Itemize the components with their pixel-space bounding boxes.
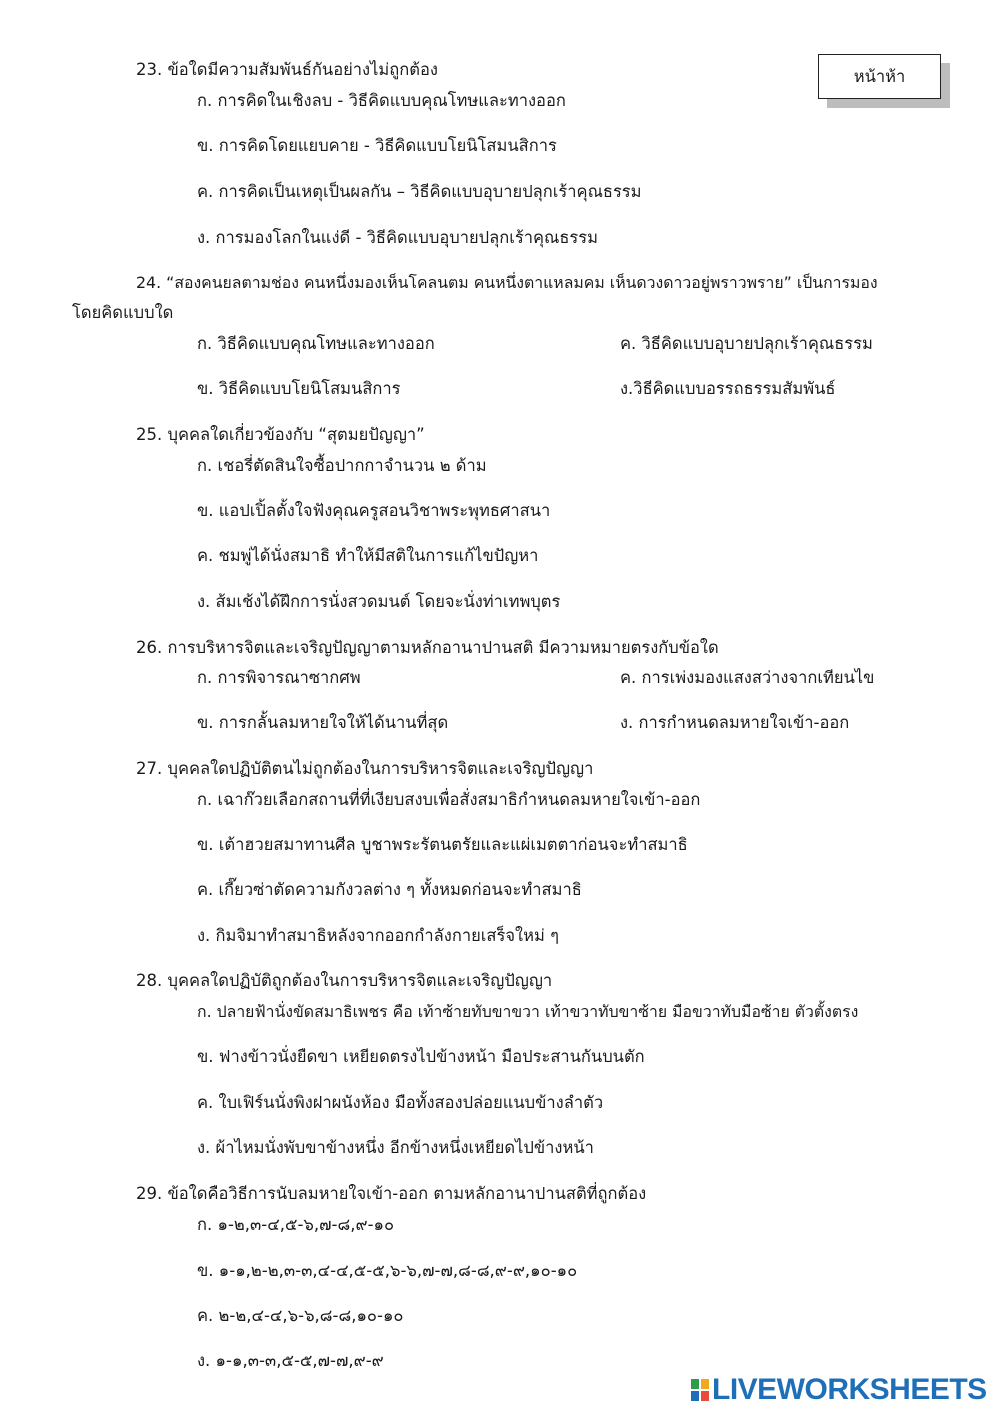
- logo-square-3: [691, 1391, 699, 1401]
- liveworksheets-logo: [691, 1373, 991, 1407]
- q26-option-a: ก. การพิจารณาซากศพ: [197, 668, 361, 687]
- q29-option-a: ก. ๑-๒,๓-๔,๕-๖,๗-๘,๙-๑๐: [197, 1215, 395, 1234]
- q27-option-d: ง. กิมจิมาทำสมาธิหลังจากออกกำลังกายเสร็จใหม่ ๆ: [197, 926, 559, 945]
- liveworksheets-logo-icon: [691, 1379, 709, 1401]
- question-27: 27. บุคคลใดปฏิบัติตนไม่ถูกต้องในการบริหารจิตและเจริญปัญญา: [136, 759, 594, 778]
- logo-square-1: [691, 1379, 699, 1389]
- q24-option-a: ก. วิธีคิดแบบคุณโทษและทางออก: [197, 334, 435, 353]
- question-26: 26. การบริหารจิตและเจริญปัญญาตามหลักอานาปานสติ มีความหมายตรงกับข้อใด: [136, 638, 719, 657]
- question-24: 24. “สองคนยลตามช่อง คนหนึ่งมองเห็นโคลนตม คนหนึ่งตาแหลมคม เห็นดวงดาวอยู่พราวพราย” เป็นการมอง: [136, 273, 878, 292]
- q28-option-d: ง. ผ้าไหมนั่งพับขาข้างหนึ่ง อีกข้างหนึ่งเหยียดไปข้างหน้า: [197, 1138, 594, 1157]
- q23-option-c: ค. การคิดเป็นเหตุเป็นผลกัน – วิธีคิดแบบอุบายปลุกเร้าคุณธรรม: [197, 182, 642, 201]
- q23-option-d: ง. การมองโลกในแง่ดี - วิธีคิดแบบอุบายปลุกเร้าคุณธรรม: [197, 228, 599, 247]
- q29-option-b: ข. ๑-๑,๒-๒,๓-๓,๔-๔,๕-๕,๖-๖,๗-๗,๘-๘,๙-๙,๑๐-๑๐: [197, 1261, 578, 1280]
- q29-option-d: ง. ๑-๑,๓-๓,๕-๕,๗-๗,๙-๙: [197, 1351, 384, 1370]
- q27-option-a: ก. เฉาก๊วยเลือกสถานที่ที่เงียบสงบเพื่อสั่งสมาธิกำหนดลมหายใจเข้า-ออก: [197, 790, 701, 809]
- q25-option-b: ข. แอปเปิ้ลตั้งใจฟังคุณครูสอนวิชาพระพุทธศาสนา: [197, 501, 551, 520]
- q28-option-c: ค. ใบเฟิร์นนั่งพิงฝาผนังห้อง มือทั้งสองปล่อยแนบข้างลำตัว: [197, 1093, 604, 1112]
- question-24-continuation: โดยคิดแบบใด: [72, 303, 174, 322]
- q24-option-c: ค. วิธีคิดแบบอุบายปลุกเร้าคุณธรรม: [620, 334, 873, 353]
- page-number-box: [818, 54, 941, 99]
- question-25: 25. บุคคลใดเกี่ยวข้องกับ “สุตมยปัญญา”: [136, 425, 425, 444]
- logo-square-2: [701, 1379, 709, 1389]
- question-29: 29. ข้อใดคือวิธีการนับลมหายใจเข้า-ออก ตามหลักอานาปานสติที่ถูกต้อง: [136, 1184, 647, 1203]
- q27-option-b: ข. เต้าฮวยสมาทานศีล บูชาพระรัตนตรัยและแผ่เมตตาก่อนจะทำสมาธิ: [197, 835, 688, 854]
- q24-option-d: ง.วิธีคิดแบบอรรถธรรมสัมพันธ์: [620, 379, 836, 398]
- question-23: 23. ข้อใดมีความสัมพันธ์กันอย่างไม่ถูกต้อง: [136, 60, 438, 79]
- q26-option-b: ข. การกลั้นลมหายใจให้ได้นานที่สุด: [197, 713, 449, 732]
- q25-option-c: ค. ชมพู่ได้นั่งสมาธิ ทำให้มีสติในการแก้ไขปัญหา: [197, 546, 539, 565]
- q28-option-b: ข. ฟางข้าวนั่งยืดขา เหยียดตรงไปข้างหน้า มือประสานกันบนตัก: [197, 1047, 645, 1066]
- q25-option-a: ก. เชอรี่ตัดสินใจซื้อปากกาจำนวน ๒ ด้าม: [197, 456, 487, 475]
- q24-option-b: ข. วิธีคิดแบบโยนิโสมนสิการ: [197, 379, 401, 398]
- page-number-label: หน้าห้า: [853, 66, 906, 86]
- question-28: 28. บุคคลใดปฏิบัติถูกต้องในการบริหารจิตและเจริญปัญญา: [136, 971, 553, 990]
- q28-option-a: ก. ปลายฟ้านั่งขัดสมาธิเพชร คือ เท้าซ้ายทับขาขวา เท้าขวาทับขาซ้าย มือขวาทับมือซ้าย ตัวตั้งตรง: [197, 1002, 859, 1021]
- q29-option-c: ค. ๒-๒,๔-๔,๖-๖,๘-๘,๑๐-๑๐: [197, 1306, 404, 1325]
- q23-option-b: ข. การคิดโดยแยบคาย - วิธีคิดแบบโยนิโสมนสิการ: [197, 136, 557, 155]
- q27-option-c: ค. เกี๊ยวซ่าตัดความกังวลต่าง ๆ ทั้งหมดก่อนจะทำสมาธิ: [197, 880, 582, 899]
- q23-option-a: ก. การคิดในเชิงลบ - วิธีคิดแบบคุณโทษและทางออก: [197, 91, 566, 110]
- q26-option-d: ง. การกำหนดลมหายใจเข้า-ออก: [620, 713, 850, 732]
- q25-option-d: ง. ส้มเช้งได้ฝึกการนั่งสวดมนต์ โดยจะนั่งท่าเทพบุตร: [197, 592, 561, 611]
- liveworksheets-logo-text: LIVEWORKSHEETS: [712, 1373, 987, 1406]
- logo-square-4: [701, 1391, 709, 1401]
- q26-option-c: ค. การเพ่งมองแสงสว่างจากเทียนไข: [620, 668, 875, 687]
